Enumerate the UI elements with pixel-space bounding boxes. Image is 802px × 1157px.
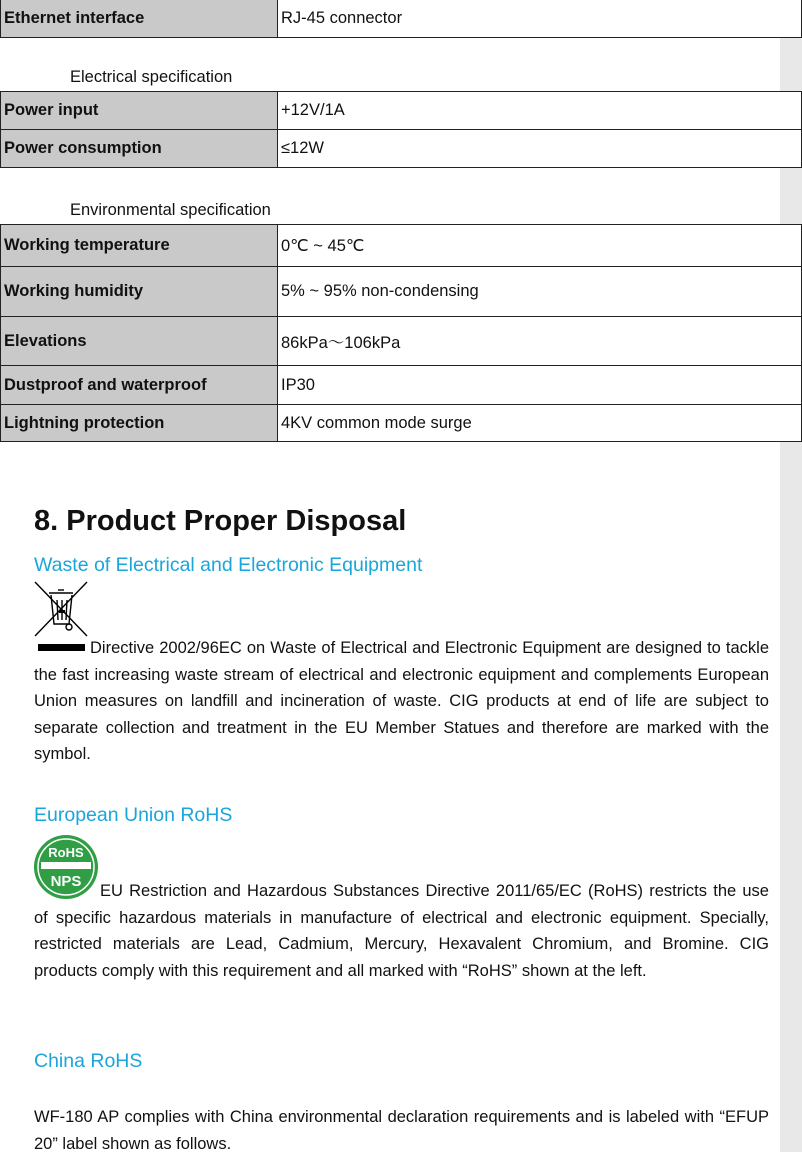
spec-key: Working humidity	[1, 267, 278, 317]
spec-key: Elevations	[1, 317, 278, 366]
electrical-caption: Electrical specification	[70, 68, 233, 86]
eu-rohs-paragraph: EU Restriction and Hazardous Substances Directive 2011/65/EC (RoHS) restricts the use of specific hazardous materials in manufacture of electrical and electronic equipment. Specially, restricted materials are Lead, Cadmium, Mercury, Hexavalent Chromium, and Bromine. CIG products comply with this requirement and all marked with “RoHS” shown at the left.	[34, 882, 769, 980]
table-row	[1, 0, 802, 38]
table-row	[1, 405, 802, 442]
spec-value: 0℃ ~ 45℃	[278, 225, 802, 267]
spec-value: 4KV common mode surge	[278, 405, 802, 442]
spec-key: Ethernet interface	[1, 0, 278, 38]
spec-key: Dustproof and waterproof	[1, 366, 278, 405]
spec-value: +12V/1A	[278, 92, 802, 130]
environmental-caption: Environmental specification	[70, 201, 271, 219]
table-row	[1, 366, 802, 405]
spec-key: Lightning protection	[1, 405, 278, 442]
spec-key: Power input	[1, 92, 278, 130]
spec-value: RJ-45 connector	[278, 0, 802, 38]
spec-value: ≤12W	[278, 130, 802, 168]
top-spec-table	[0, 0, 802, 38]
section-heading: 8. Product Proper Disposal	[34, 505, 407, 537]
spec-value: 86kPa～106kPa	[278, 317, 802, 366]
table-row	[1, 92, 802, 130]
spec-key: Working temperature	[1, 225, 278, 267]
table-row	[1, 267, 802, 317]
rohs-badge-top-text: RoHS	[48, 845, 84, 860]
environmental-spec-table	[0, 224, 802, 442]
spec-key: Power consumption	[1, 130, 278, 168]
electrical-spec-table	[0, 91, 802, 168]
spec-value: IP30	[278, 366, 802, 405]
weee-crossed-bin-icon	[33, 580, 89, 638]
spec-value: 5% ~ 95% non-condensing	[278, 267, 802, 317]
rohs-badge-bottom-text: NPS	[50, 873, 82, 890]
eu-rohs-subheading: European Union RoHS	[34, 804, 233, 826]
weee-subheading: Waste of Electrical and Electronic Equipment	[34, 554, 423, 576]
china-rohs-paragraph: WF-180 AP complies with China environmental declaration requirements and is labeled with “EFUP 20” label shown as follows.	[34, 1108, 769, 1153]
weee-paragraph: Directive 2002/96EC on Waste of Electrical and Electronic Equipment are designed to tackle the fast increasing waste stream of electrical and electronic equipment and complements European Union measures on landfill and incineration of waste. CIG products at end of life are subject to separate collection and treatment in the EU Member Statues and therefore are marked with the symbol.	[34, 639, 769, 763]
table-row	[1, 130, 802, 168]
table-row	[1, 317, 802, 366]
scrollbar-track[interactable]	[780, 0, 802, 1152]
china-rohs-subheading: China RoHS	[34, 1050, 143, 1072]
table-row	[1, 225, 802, 267]
